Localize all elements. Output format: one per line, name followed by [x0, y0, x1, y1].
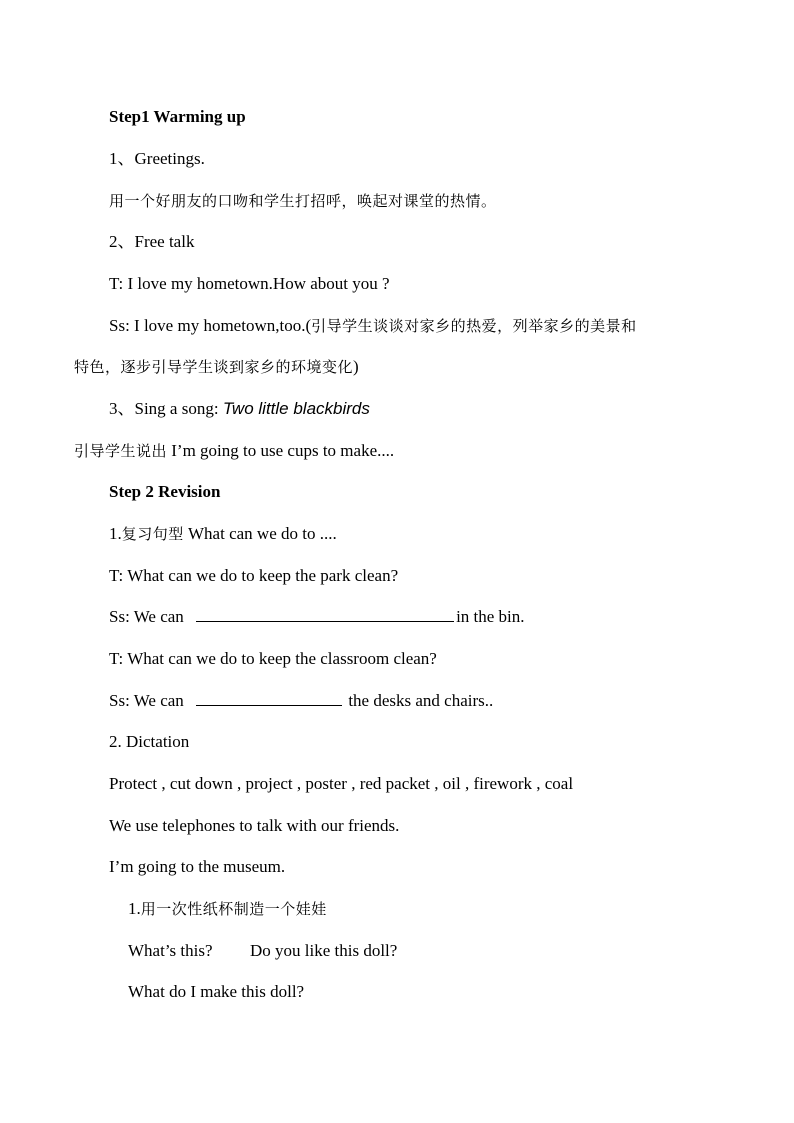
ss-park-post: in the bin.: [456, 607, 525, 626]
free-talk-label: 2、Free talk: [109, 232, 195, 251]
review-pattern-line: [109, 523, 337, 545]
students-line-close: ): [353, 357, 359, 376]
students-line-cn1: 引导学生谈谈对家乡的热爱，列举家乡的美景和: [311, 317, 637, 335]
ss-class-pre: Ss: We can: [109, 691, 184, 710]
students-line-en: Ss: I love my hometown,too.(: [109, 316, 312, 335]
students-classroom-line: [109, 690, 493, 712]
students-park-line: [109, 606, 525, 628]
guide-en: I’m going to use cups to make....: [167, 441, 395, 460]
activity-question-3: What do I make this doll?: [128, 982, 305, 1001]
guide-cn: 引导学生说出: [74, 442, 168, 460]
activity-question-2: Do you like this doll?: [250, 941, 398, 960]
ss-park-pre: Ss: We can: [109, 607, 184, 626]
activity-num: 1.: [128, 899, 141, 918]
students-hometown-line-cont: [74, 356, 359, 378]
teacher-park-line: T: What can we do to keep the park clean?: [109, 566, 399, 585]
greetings-note: 用一个好朋友的口吻和学生打招呼，唤起对课堂的热情。: [109, 192, 497, 210]
review-cn: 复习句型: [121, 525, 184, 543]
dictation-label: 2. Dictation: [109, 732, 190, 751]
classroom-answer-blank[interactable]: [196, 691, 342, 706]
guide-line: [74, 440, 394, 462]
song-title: Two little blackbirds: [222, 399, 370, 418]
step2-heading: Step 2 Revision: [109, 482, 221, 501]
greetings-label: 1、Greetings.: [109, 149, 205, 168]
review-num: 1.: [109, 524, 122, 543]
ss-class-post: the desks and chairs..: [344, 691, 494, 710]
park-answer-blank[interactable]: [196, 607, 454, 622]
sing-song-line: [109, 398, 370, 420]
sing-song-label: 3、Sing a song:: [109, 399, 223, 418]
dictation-sentence-1: We use telephones to talk with our friends.: [109, 816, 400, 835]
activity-line: [128, 898, 327, 920]
teacher-hometown-line: T: I love my hometown.How about you ?: [109, 274, 390, 293]
teacher-classroom-line: T: What can we do to keep the classroom clean?: [109, 649, 437, 668]
review-en: What can we do to ....: [183, 524, 337, 543]
dictation-words: Protect , cut down , project , poster , red packet , oil , firework , coal: [109, 774, 574, 793]
students-line-cn2: 特色，逐步引导学生谈到家乡的环境变化: [74, 358, 354, 376]
step1-heading: Step1 Warming up: [109, 107, 246, 126]
activity-cn: 用一次性纸杯制造一个娃娃: [140, 900, 327, 918]
dictation-sentence-2: I’m going to the museum.: [109, 857, 286, 876]
activity-question-1: What’s this?: [128, 941, 213, 960]
students-hometown-line: [109, 315, 637, 337]
